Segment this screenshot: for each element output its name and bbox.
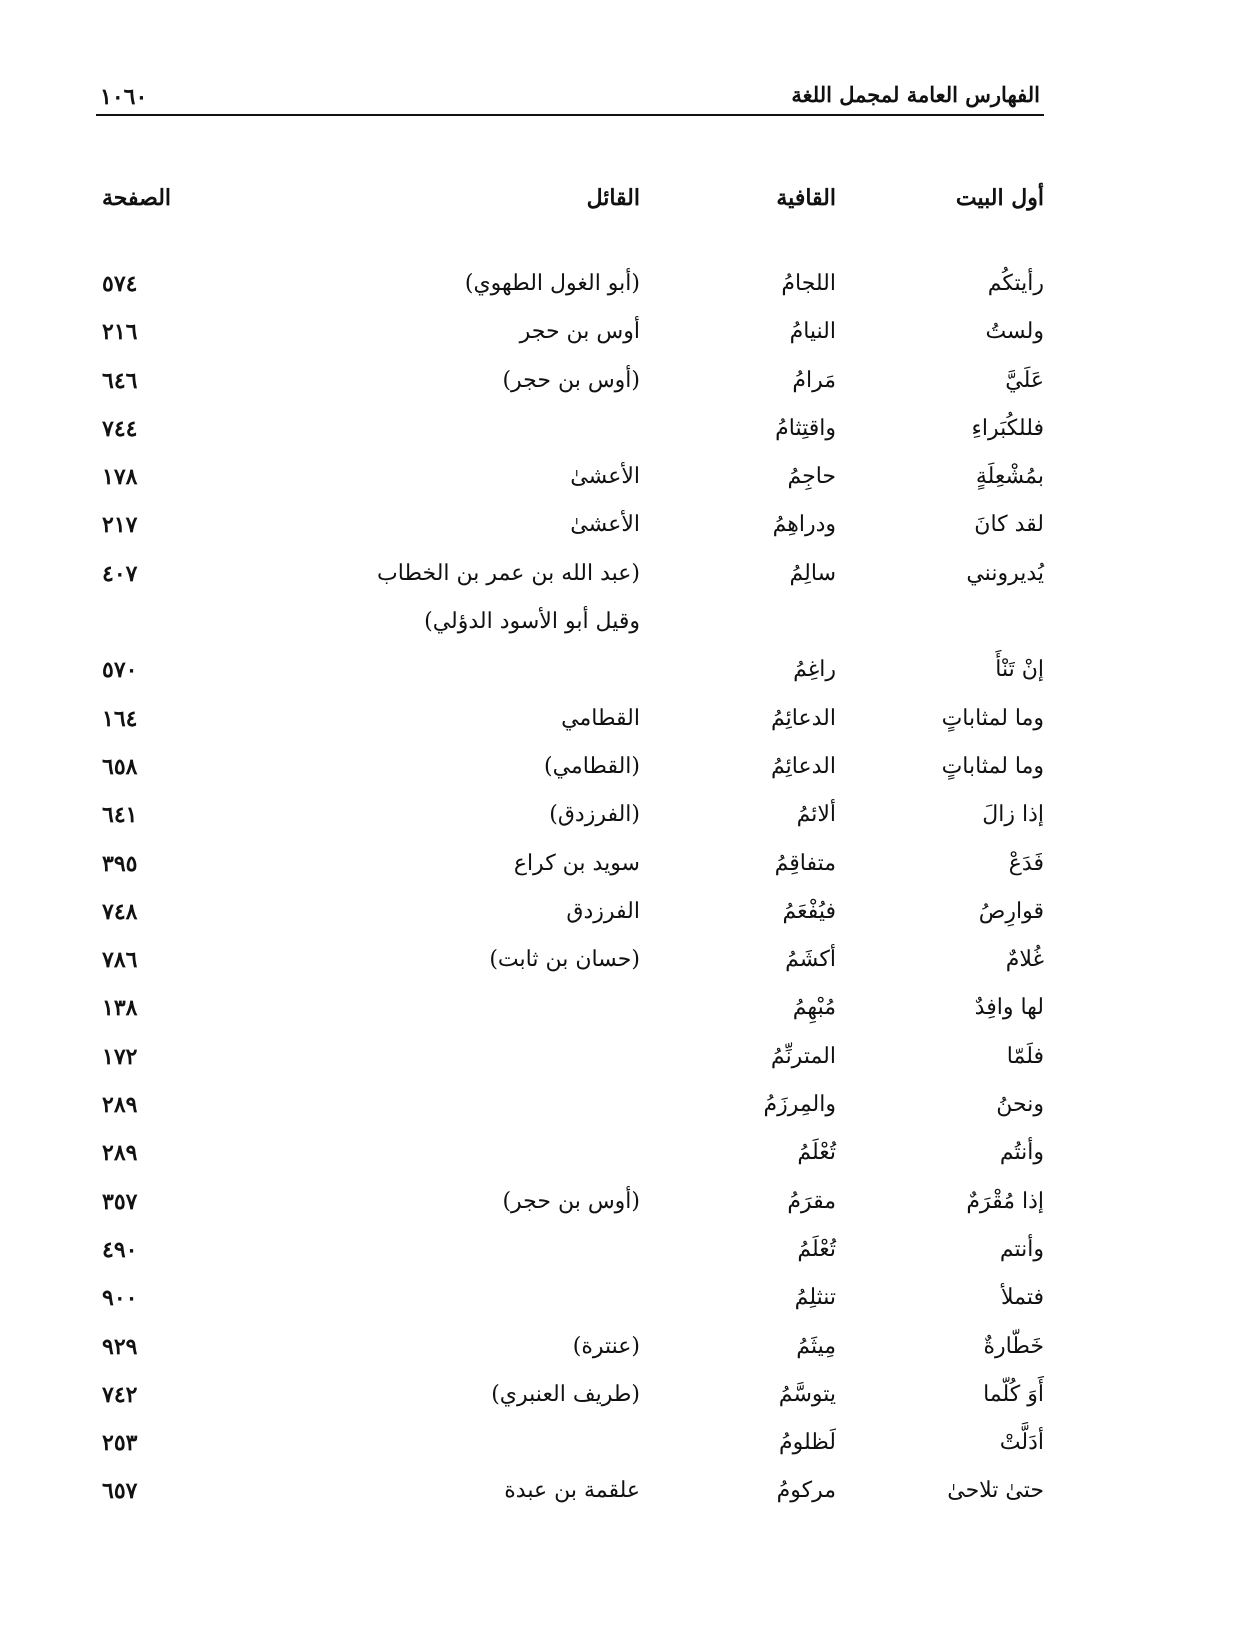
table-row: [96, 940, 1044, 988]
column-header-page: الصفحة: [102, 185, 172, 211]
verse-start-cell: حتىٰ تلاحىٰ: [947, 1478, 1044, 1504]
rhyme-cell: لَظلومُ: [778, 1430, 836, 1456]
rhyme-cell: سالِمُ: [789, 560, 836, 586]
poet-cell: الأعشىٰ: [570, 464, 640, 490]
poetry-index-table: [96, 178, 1044, 1520]
rhyme-cell: ودراهِمُ: [772, 512, 836, 538]
page-number: ١٠٦٠: [100, 84, 148, 110]
poet-cell: (أوس بن حجر): [502, 367, 640, 393]
verse-start-cell: غُلامٌ: [1005, 947, 1044, 973]
verse-start-cell: خَطّارةٌ: [983, 1333, 1044, 1359]
table-row: [96, 1423, 1044, 1471]
verse-start-cell: ونحنُ: [996, 1092, 1044, 1118]
page-reference-cell: ١٧٢: [102, 1043, 138, 1070]
page-reference-cell: ١٦٤: [102, 705, 138, 732]
page-reference-cell: ٦٤٦: [102, 367, 138, 394]
verse-start-cell: رأيتكُم: [987, 271, 1044, 296]
table-row: [96, 650, 1044, 698]
rhyme-cell: تُعْلَمُ: [797, 1236, 836, 1262]
table-row: [96, 1375, 1044, 1423]
page-reference-cell: ٤٠٧: [102, 560, 138, 587]
table-row: [96, 1327, 1044, 1375]
verse-start-cell: وأنتُم: [999, 1140, 1044, 1166]
poet-cell: (أوس بن حجر): [502, 1188, 640, 1214]
rhyme-cell: مُبْهِمُ: [792, 995, 836, 1021]
column-header-verse-start: أول البيت: [955, 185, 1044, 211]
table-row: [96, 602, 1044, 650]
table-row: [96, 1037, 1044, 1085]
page-reference-cell: ١٧٨: [102, 464, 138, 491]
poet-cell: القطامي: [561, 705, 640, 731]
page-reference-cell: ٣٩٥: [102, 850, 138, 877]
table-row: [96, 361, 1044, 409]
verse-start-cell: فَدَعْ: [1008, 850, 1044, 876]
verse-start-cell: لقد كانَ: [974, 512, 1044, 538]
page-reference-cell: ٤٩٠: [102, 1236, 138, 1263]
poet-cell: أوس بن حجر: [519, 319, 640, 345]
table-row: [96, 505, 1044, 553]
verse-start-cell: أَوَ كُلّما: [983, 1381, 1044, 1407]
rhyme-cell: ألائمُ: [796, 802, 836, 828]
rhyme-cell: واقتِثامُ: [775, 415, 836, 441]
rhyme-cell: الدعائِمُ: [771, 705, 836, 731]
verse-start-cell: بمُشْعِلَةٍ: [975, 464, 1044, 490]
rhyme-cell: متفاقِمُ: [774, 850, 836, 876]
table-row: [96, 1182, 1044, 1230]
table-row: [96, 844, 1044, 892]
page-reference-cell: ٧٤٤: [102, 415, 138, 442]
rhyme-cell: مِيثَمُ: [796, 1333, 836, 1359]
page-reference-cell: ٢١٧: [102, 512, 138, 539]
verse-start-cell: عَلَيَّ: [1005, 367, 1044, 393]
page-reference-cell: ٢٨٩: [102, 1092, 138, 1119]
poet-cell: علقمة بن عبدة: [504, 1478, 640, 1504]
poet-cell: سويد بن كراع: [513, 850, 640, 876]
header-rule: [96, 114, 1044, 116]
page-reference-cell: ٢١٦: [102, 319, 138, 346]
table-row: [96, 554, 1044, 602]
verse-start-cell: وما لمثاباتٍ: [941, 753, 1044, 779]
verse-start-cell: فلَمّا: [1006, 1043, 1044, 1069]
page-reference-cell: ٩٢٩: [102, 1333, 138, 1360]
verse-start-cell: يُديرونني: [966, 560, 1044, 586]
page-reference-cell: ٦٥٨: [102, 753, 138, 780]
verse-start-cell: إذا زالَ: [982, 802, 1044, 828]
table-row: [96, 457, 1044, 505]
rhyme-cell: مقرَمُ: [787, 1188, 836, 1214]
poet-cell: (الفرزدق): [549, 802, 640, 828]
page-reference-cell: ٢٥٣: [102, 1430, 138, 1457]
verse-start-cell: ولستُ: [985, 319, 1044, 345]
rhyme-cell: راغِمُ: [793, 657, 836, 683]
table-row: [96, 1278, 1044, 1326]
rhyme-cell: أكشَمُ: [785, 947, 836, 973]
running-header: [96, 82, 1044, 114]
rhyme-cell: النيامُ: [789, 319, 836, 345]
page-reference-cell: ٦٥٧: [102, 1478, 138, 1505]
verse-start-cell: إنْ تَنْأَ: [995, 657, 1044, 683]
verse-start-cell: فتملأ: [1000, 1285, 1044, 1311]
page-reference-cell: ٥٧٤: [102, 271, 138, 297]
poet-cell: وقيل أبو الأسود الدؤلي): [424, 609, 640, 635]
poet-cell: (حسان بن ثابت): [489, 947, 640, 973]
table-row: [96, 988, 1044, 1036]
rhyme-cell: تنثلِمُ: [794, 1285, 836, 1311]
table-row: [96, 1085, 1044, 1133]
rhyme-cell: مركومُ: [776, 1478, 836, 1504]
rhyme-cell: فيُفْعَمُ: [782, 898, 836, 924]
table-row: [96, 1133, 1044, 1181]
rhyme-cell: يتوسَّمُ: [778, 1381, 836, 1407]
column-header-poet: القائل: [586, 185, 640, 211]
table-row: [96, 795, 1044, 843]
verse-start-cell: لها وافِدٌ: [974, 995, 1044, 1021]
table-row: [96, 699, 1044, 747]
rhyme-cell: الدعائِمُ: [771, 753, 836, 779]
verse-start-cell: أدَلَّتْ: [999, 1430, 1044, 1456]
poet-cell: (أبو الغول الطهوي): [464, 271, 640, 296]
page-reference-cell: ١٣٨: [102, 995, 138, 1022]
poet-cell: الفرزدق: [566, 898, 640, 924]
poet-cell: (عنترة): [572, 1333, 640, 1359]
table-row: [96, 409, 1044, 457]
poet-cell: (عبد الله بن عمر بن الخطاب: [377, 560, 640, 586]
rhyme-cell: تُعْلَمُ: [797, 1140, 836, 1166]
table-row: [96, 1471, 1044, 1519]
table-row: [96, 1230, 1044, 1278]
rhyme-cell: المترنِّمُ: [770, 1043, 836, 1069]
verse-start-cell: وما لمثاباتٍ: [941, 705, 1044, 731]
table-row: [96, 312, 1044, 360]
page-reference-cell: ٧٨٦: [102, 947, 138, 974]
table-row: [96, 264, 1044, 312]
table-row: [96, 892, 1044, 940]
page-reference-cell: ٦٤١: [102, 802, 138, 829]
rhyme-cell: اللجامُ: [781, 271, 836, 296]
verse-start-cell: إذا مُقْرَمٌ: [966, 1188, 1044, 1214]
page-reference-cell: ٧٤٢: [102, 1381, 138, 1408]
rhyme-cell: والمِرزَمُ: [763, 1092, 836, 1118]
poet-cell: (القطامي): [544, 753, 640, 779]
rhyme-cell: حاجِمُ: [787, 464, 836, 490]
column-headers: [96, 178, 1044, 218]
page-reference-cell: ٩٠٠: [102, 1285, 138, 1312]
book-title: الفهارس العامة لمجمل اللغة: [791, 82, 1040, 107]
poet-cell: الأعشىٰ: [570, 512, 640, 538]
table-row: [96, 747, 1044, 795]
poet-cell: (طريف العنبري): [491, 1381, 640, 1407]
column-header-rhyme: القافية: [776, 185, 836, 211]
page-reference-cell: ٧٤٨: [102, 898, 138, 925]
verse-start-cell: فللكُبَراءِ: [971, 415, 1044, 441]
table-body: [96, 264, 1044, 1520]
page-reference-cell: ٢٨٩: [102, 1140, 138, 1167]
rhyme-cell: مَرامُ: [792, 367, 836, 393]
page-reference-cell: ٥٧٠: [102, 657, 138, 684]
page-reference-cell: ٣٥٧: [102, 1188, 138, 1215]
verse-start-cell: وأنتم: [999, 1236, 1044, 1262]
verse-start-cell: قوارِصُ: [978, 898, 1044, 924]
